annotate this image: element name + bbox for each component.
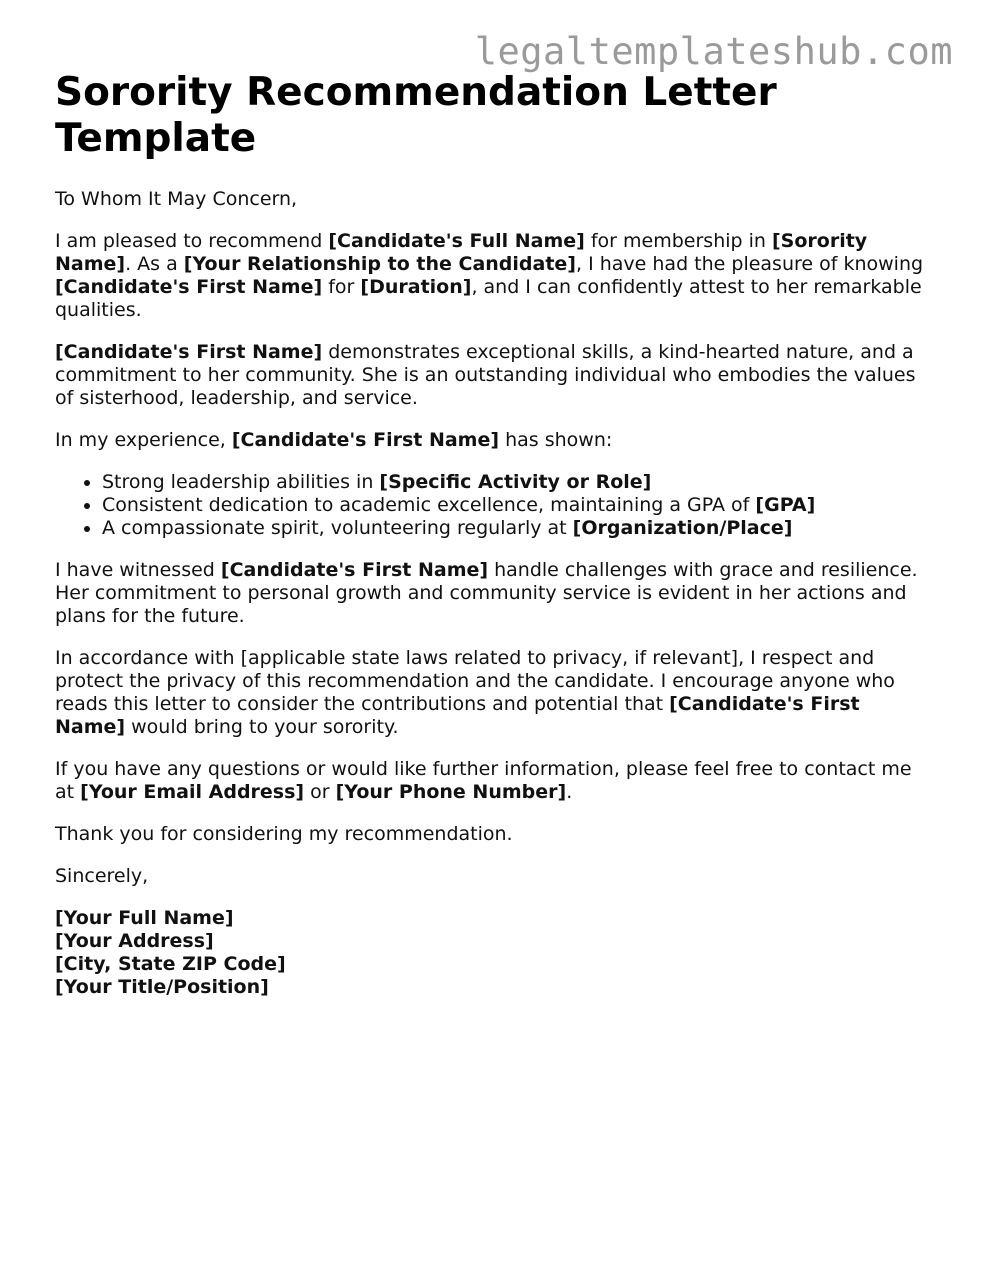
text: In accordance with [applicable state laws related to privacy, if relevant], I respect and protect the privacy of this recommendation and the candidate. I encourage anyone who reads this letter to consider the contributions and potential that [55, 647, 895, 715]
list-item [102, 517, 935, 540]
text: demonstrates exceptional skills, a kind-hearted nature, and a commitment to her community. She is an outstanding individual who embodies the values of sisterhood, leadership, and service. [55, 341, 916, 409]
placeholder-relationship: [Your Relationship to the Candidate] [183, 253, 576, 275]
placeholder-duration: [Duration] [360, 276, 472, 298]
paragraph-resilience [55, 559, 935, 628]
text: , I have had the pleasure of knowing [576, 253, 924, 275]
text: I am pleased to recommend [55, 230, 329, 252]
paragraph-introduction [55, 230, 935, 322]
placeholder-organization: [Organization/Place] [572, 517, 793, 539]
document-page [55, 70, 935, 1018]
watermark-text: legaltemplateshub.com [474, 30, 953, 73]
placeholder-phone-number: [Your Phone Number] [335, 781, 567, 803]
paragraph-qualities [55, 341, 935, 410]
text: I have witnessed [55, 559, 221, 581]
text: Strong leadership abilities in [102, 471, 380, 493]
signature-title: [Your Title/Position] [55, 976, 269, 998]
text: Consistent dedication to academic excellence, maintaining a GPA of [102, 494, 756, 516]
paragraph-thanks: Thank you for considering my recommendation. [55, 823, 513, 845]
text: has shown: [499, 429, 613, 451]
text: If you have any questions or would like further information, please feel free to contact me at [55, 758, 912, 803]
signature-name: [Your Full Name] [55, 907, 234, 929]
list-item [102, 471, 935, 494]
text: A compassionate spirit, volunteering regularly at [102, 517, 573, 539]
strengths-list [55, 471, 935, 540]
closing: Sincerely, [55, 865, 149, 887]
document-title: Sorority Recommendation Letter Template [55, 70, 777, 161]
signature-city: [City, State ZIP Code] [55, 953, 286, 975]
placeholder-candidate-full-name: [Candidate's Full Name] [328, 230, 585, 252]
placeholder-gpa: [GPA] [755, 494, 816, 516]
placeholder-candidate-first-name: [Candidate's First Name] [220, 559, 489, 581]
placeholder-candidate-first-name: [Candidate's First Name] [55, 276, 323, 298]
text: handle challenges with grace and resilience. Her commitment to personal growth and community service is evident in her actions and plans for the future. [55, 559, 918, 627]
paragraph-experience [55, 429, 935, 452]
text: or [304, 781, 336, 803]
text: In my experience, [55, 429, 232, 451]
text: . [566, 781, 573, 803]
salutation: To Whom It May Concern, [55, 188, 298, 210]
placeholder-candidate-first-name: [Candidate's First Name] [55, 693, 860, 738]
paragraph-privacy [55, 647, 935, 739]
text: , and I can confidently attest to her remarkable qualities. [55, 276, 922, 321]
signature-block [55, 907, 935, 999]
signature-address: [Your Address] [55, 930, 214, 952]
placeholder-specific-activity: [Specific Activity or Role] [379, 471, 652, 493]
placeholder-candidate-first-name: [Candidate's First Name] [55, 341, 323, 363]
placeholder-candidate-first-name: [Candidate's First Name] [231, 429, 500, 451]
text: for membership in [584, 230, 772, 252]
text: would bring to your sorority. [125, 716, 399, 738]
text: . As a [125, 253, 184, 275]
text: for [322, 276, 361, 298]
placeholder-email-address: [Your Email Address] [80, 781, 305, 803]
list-item [102, 494, 935, 517]
placeholder-sorority-name: [Sorority Name] [55, 230, 868, 275]
paragraph-contact [55, 758, 935, 804]
